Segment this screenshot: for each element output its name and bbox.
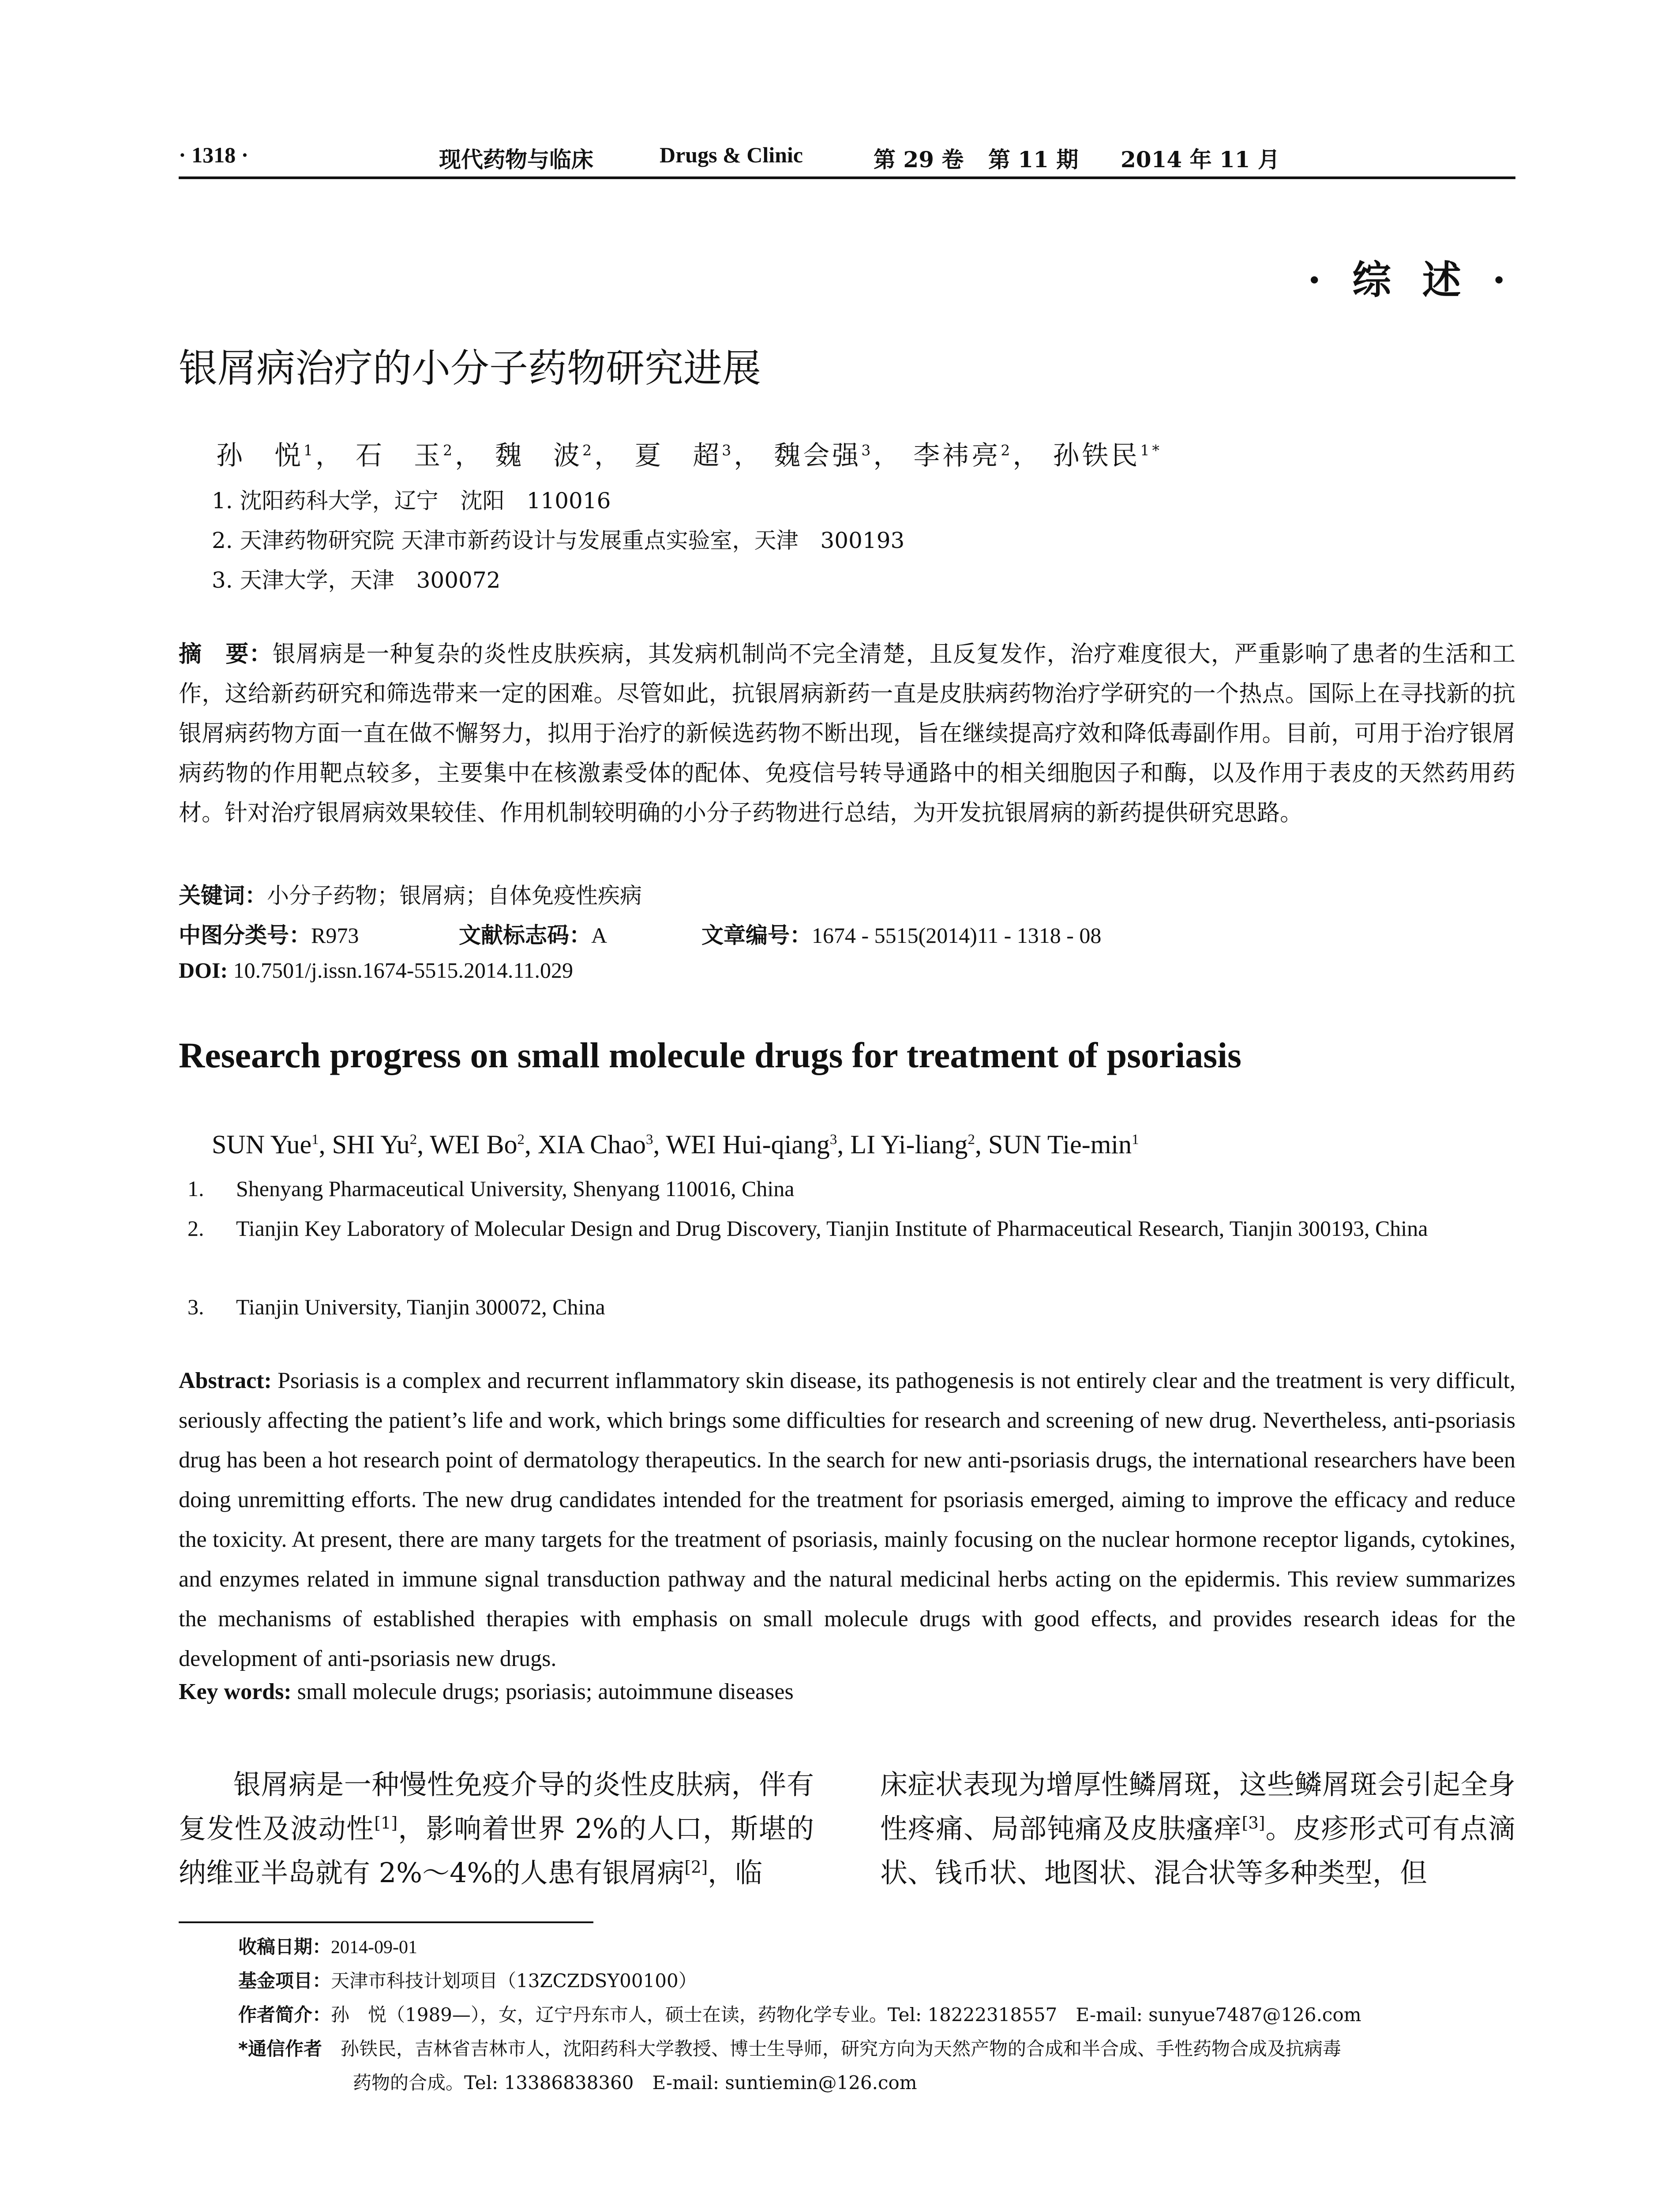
header-date: 2014 年 11 月: [1121, 146, 1280, 173]
author-sup: 3: [861, 442, 874, 459]
author-sup: 1: [304, 442, 315, 459]
keywords-cn-label: 关键词：: [179, 883, 267, 908]
author-sup: 2: [968, 1132, 975, 1148]
body-text: 床症状表现为增厚性鳞屑斑，这些鳞屑斑会引起全身性疼痛、局部钝痛及皮肤瘙痒: [880, 1768, 1515, 1845]
affiliation-en: [188, 1169, 1515, 1208]
author-sup: 3: [829, 1132, 837, 1148]
affiliation-en-text: Tianjin Key Laboratory of Molecular Design and Drug Discovery, Tianjin Institute of Pharmaceutical Research, Tianjin 300193, China: [236, 1216, 1428, 1241]
author-sup: 2: [582, 442, 595, 459]
author-sup: 2: [1001, 442, 1013, 459]
abstract-en-text: Psoriasis is a complex and recurrent inflammatory skin disease, its pathogenesis is not entirely clear and the treatment is very difficult, seriously affecting the patient’s life and work, which brings some difficulties for research and screening of new drug. Nevertheless, anti-psoriasis drug has been a hot research point of dermatology therapeutics. In the search for new anti-psoriasis drugs, the international researchers have been doing unremitting efforts. The new drug candidates intended for the treatment for psoriasis emerged, aiming to improve the efficacy and reduce the toxicity. At present, there are many targets for the treatment of psoriasis, mainly focusing on the nuclear hormone receptor ligands, cytokines, and enzymes related in immune signal transduction pathway and the natural medicinal herbs acting on the epidermis. This review summarizes the mechanisms of established therapies with emphasis on small molecule drugs with good effects, and provides research ideas for the development of anti-psoriasis new drugs.: [179, 1368, 1516, 1671]
corr-value: 孙铁民，吉林省吉林市人，沈阳药科大学教授、博士生导师，研究方向为天然产物的合成和半合成、手性药物合成及抗病毒: [340, 2038, 1341, 2060]
doi-label: DOI:: [179, 958, 228, 983]
article-no-value: 1674 - 5515(2014)11 - 1318 - 08: [812, 923, 1102, 948]
authors-cn: 孙 悦$^1$， 石 玉$^2$， 魏 波$^2$， 夏 超$^3$， 魏会强$^3$， 李祎亮$^2$， 孙铁民$^{1*}$: [216, 440, 1162, 471]
footnote-fund: [238, 1966, 697, 1993]
keywords-en-text: small molecule drugs; psoriasis; autoimmune diseases: [297, 1679, 794, 1704]
corr-label: *通信作者: [238, 2038, 322, 2060]
author-cn: 孙 悦: [216, 440, 304, 471]
header-journal-en: Drugs & Clinic: [660, 143, 803, 167]
footnote-corresponding-cont: 药物的合成。Tel: 13386838360 E-mail: suntiemin@126.com: [353, 2072, 917, 2093]
body-text: ，影响着世界 2%的人口，斯堪的纳维亚半岛就有 2%～4%的人患有银屑病: [179, 1812, 814, 1889]
abstract-cn-label: 摘 要：: [179, 641, 273, 668]
affiliation-cn: 1. 沈阳药科大学，辽宁 沈阳 110016: [212, 488, 611, 514]
clc-value: R973: [311, 923, 359, 948]
author-en: XIA Chao: [537, 1130, 646, 1159]
keywords-cn: [179, 878, 642, 910]
author-en: WEI Bo: [430, 1130, 518, 1159]
author-sup: 3: [645, 1132, 653, 1148]
abstract-cn-text: 银屑病是一种复杂的炎性皮肤疾病，其发病机制尚不完全清楚，且反复发作，治疗难度很大，严重影响了患者的生活和工作，这给新药研究和筛选带来一定的困难。尽管如此，抗银屑病新药一直是皮肤病药物治疗学研究的一个热点。国际上在寻找新的抗银屑病药物方面一直在做不懈努力，拟用于治疗的新候选药物不断出现，旨在继续提高疗效和降低毒副作用。目前，可用于治疗银屑病药物的作用靶点较多，主要集中在核激素受体的配体、免疫信号转导通路中的相关细胞因子和酶，以及作用于表皮的天然药用药材。针对治疗银屑病效果较佳、作用机制较明确的小分子药物进行总结，为开发抗银屑病的新药提供研究思路。: [179, 641, 1515, 826]
body-text: 。皮疹形式可有点滴状、钱币状、地图状、混合状等多种类型，但: [880, 1812, 1515, 1889]
clc-label: 中图分类号：: [179, 923, 311, 948]
bio-label: 作者简介：: [238, 2004, 331, 2026]
affiliation-en-text: Tianjin University, Tianjin 300072, China: [236, 1294, 605, 1319]
abstract-en-label: Abstract:: [179, 1368, 272, 1393]
title-en: Research progress on small molecule drugs for treatment of psoriasis: [179, 1035, 1241, 1075]
keywords-cn-text: 小分子药物；银屑病；自体免疫性疾病: [267, 883, 642, 908]
citation-ref[interactable]: [1]: [374, 1813, 398, 1833]
received-value: 2014-09-01: [331, 1937, 417, 1958]
header-page-number: · 1318 ·: [179, 143, 249, 167]
body-column-right: [880, 1763, 1515, 1895]
author-sup: 2: [409, 1132, 417, 1148]
footnote-bio: [238, 2000, 1361, 2027]
article-no-line: [701, 918, 1101, 949]
received-label: 收稿日期：: [238, 1936, 331, 1958]
author-sup: 3: [722, 442, 734, 459]
keywords-en: [179, 1679, 794, 1705]
citation-ref[interactable]: [2]: [684, 1857, 708, 1877]
bio-value: 孙 悦（1989—），女，辽宁丹东市人，硕士在读，药物化学专业。Tel: 18222318557 E-mail: sunyue7487@126.com: [331, 2004, 1361, 2026]
keywords-en-label: Key words:: [179, 1679, 292, 1704]
doi-line: [179, 957, 573, 983]
doi-value: 10.7501/j.issn.1674-5515.2014.11.029: [233, 958, 573, 983]
abstract-cn: [179, 634, 1515, 833]
doc-code-value: A: [591, 923, 608, 948]
author-sup: 2: [443, 442, 455, 459]
classification-line: [179, 918, 359, 949]
title-cn: 银屑病治疗的小分子药物研究进展: [179, 345, 761, 391]
author-en: WEI Hui-qiang: [666, 1130, 830, 1159]
author-cn: 魏 波: [495, 440, 583, 471]
affiliation-en-num: 3.: [188, 1294, 204, 1319]
header-issue: 第 11 期: [988, 146, 1079, 173]
citation-ref[interactable]: [3]: [1241, 1813, 1265, 1833]
header-journal-cn: 现代药物与临床: [439, 146, 593, 173]
affiliation-en-text: Shenyang Pharmaceutical University, Shenyang 110016, China: [236, 1176, 795, 1201]
author-cn: 孙铁民: [1053, 440, 1140, 471]
header-volume: 第 29 卷: [874, 146, 964, 173]
author-sup: 1*: [1140, 442, 1162, 459]
author-en: LI Yi-liang: [850, 1130, 968, 1159]
author-en: SUN Yue: [212, 1130, 312, 1159]
doc-code-line: [459, 918, 607, 949]
affiliation-en-num: 1.: [188, 1176, 204, 1201]
doc-code-label: 文献标志码：: [459, 923, 591, 948]
author-cn: 夏 超: [634, 440, 722, 471]
section-tag: · 综 述 ·: [1307, 257, 1515, 303]
affiliation-en-num: 2.: [188, 1216, 204, 1241]
fund-value: 天津市科技计划项目（13ZCZDSY00100）: [331, 1970, 697, 1992]
affiliation-en: [188, 1209, 1515, 1248]
authors-en: SUN Yue$^1$, SHI Yu$^2$, WEI Bo$^2$, XIA Chao$^3$, WEI Hui-qiang$^3$, LI Yi-liang$^2$, SUN Tie-$\min^1$: [212, 1130, 1139, 1159]
affiliation-cn: 2. 天津药物研究院 天津市新药设计与发展重点实验室，天津 300193: [212, 528, 905, 553]
footnote-corresponding: [238, 2034, 1341, 2061]
affiliation-cn: 3. 天津大学，天津 300072: [212, 567, 501, 593]
article-no-label: 文章编号：: [701, 923, 812, 948]
fund-label: 基金项目：: [238, 1970, 331, 1992]
author-en: SUN Tie-min: [988, 1130, 1132, 1159]
affiliation-en: [188, 1287, 1515, 1326]
body-column-left: [179, 1763, 814, 1895]
author-sup: 1: [1132, 1132, 1139, 1148]
footnote-rule: [179, 1921, 593, 1923]
author-sup: 2: [517, 1132, 525, 1148]
author-sup: 1: [311, 1132, 319, 1148]
author-cn: 魏会强: [774, 440, 862, 471]
author-cn: 石 玉: [356, 440, 443, 471]
author-cn: 李祎亮: [913, 440, 1001, 471]
body-text: 银屑病是一种慢性免疫介导的炎性皮肤病，伴有复发性及波动性: [179, 1768, 814, 1845]
header-rule: [179, 176, 1515, 179]
footnote-received: [238, 1932, 417, 1959]
body-text: ，临: [708, 1857, 763, 1889]
author-en: SHI Yu: [332, 1130, 410, 1159]
abstract-en: [179, 1361, 1515, 1679]
